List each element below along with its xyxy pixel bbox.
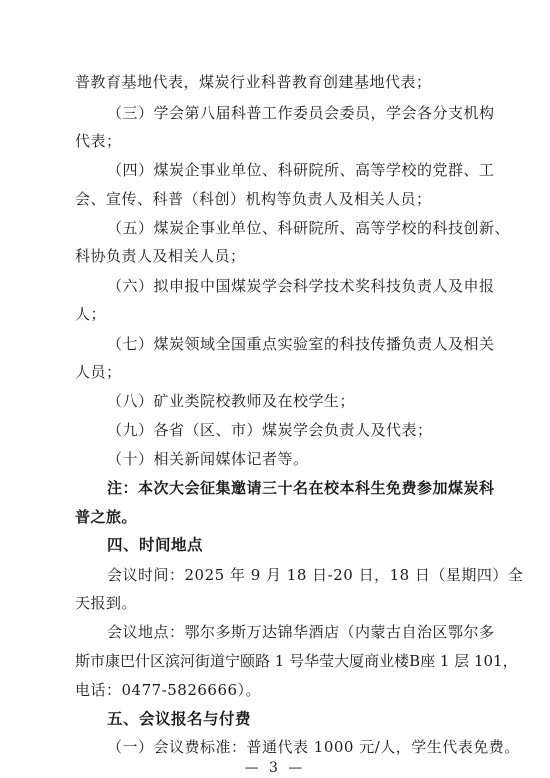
section-heading-registration: 五、会议报名与付费 xyxy=(107,710,252,728)
text-line-8: （六）拟申报中国煤炭学会科学技术奖科技负责人及申报 xyxy=(107,277,495,295)
text-line-6: （五）煤炭企事业单位、科研院所、高等学校的科技创新、 xyxy=(107,219,511,237)
section-heading-time-place: 四、时间地点 xyxy=(107,536,204,554)
note-line-1: 注：本次大会征集邀请三十名在校本科生免费参加煤炭科 xyxy=(107,479,495,497)
text-line-4: （四）煤炭企事业单位、科研院所、高等学校的党群、工 xyxy=(107,161,495,179)
text-line-time: 会议时间：2025 年 9 月 18 日-20 日，18 日（星期四）全 xyxy=(107,566,524,584)
text-line-11: 人员； xyxy=(75,363,122,381)
text-line-12: （八）矿业类院校教师及在校学生； xyxy=(107,392,356,410)
note-line-2: 普之旅。 xyxy=(75,508,138,526)
text-line-10: （七）煤炭领域全国重点实验室的科技传播负责人及相关 xyxy=(107,335,495,353)
text-line-5: 会、宣传、科普（科创）机构等负责人及相关人员； xyxy=(75,190,432,208)
text-line-14: （十）相关新闻媒体记者等。 xyxy=(107,450,309,468)
text-line-7: 科协负责人及相关人员； xyxy=(75,247,246,265)
text-line-13: （九）各省（区、市）煤炭学会负责人及代表； xyxy=(107,421,433,439)
text-line-time-cont: 天报到。 xyxy=(75,594,138,612)
page-number: — 3 — xyxy=(244,760,306,776)
text-line-1: 普教育基地代表，煤炭行业科普教育创建基地代表； xyxy=(75,73,432,91)
text-line-fee: （一）会议费标准：普通代表 1000 元/人，学生代表免费。 xyxy=(107,738,520,756)
text-line-place-cont: 斯市康巴什区滨河街道宁颐路 1 号华莹大厦商业楼B座 1 层 101， xyxy=(75,652,518,670)
text-line-9: 人； xyxy=(75,305,107,323)
text-line-place: 会议地点：鄂尔多斯万达锦华酒店（内蒙古自治区鄂尔多 xyxy=(107,623,495,641)
text-line-2: （三）学会第八届科普工作委员会委员，学会各分支机构 xyxy=(107,104,495,122)
text-line-phone: 电话：0477-5826666）。 xyxy=(75,681,262,699)
text-line-3: 代表； xyxy=(75,132,122,150)
